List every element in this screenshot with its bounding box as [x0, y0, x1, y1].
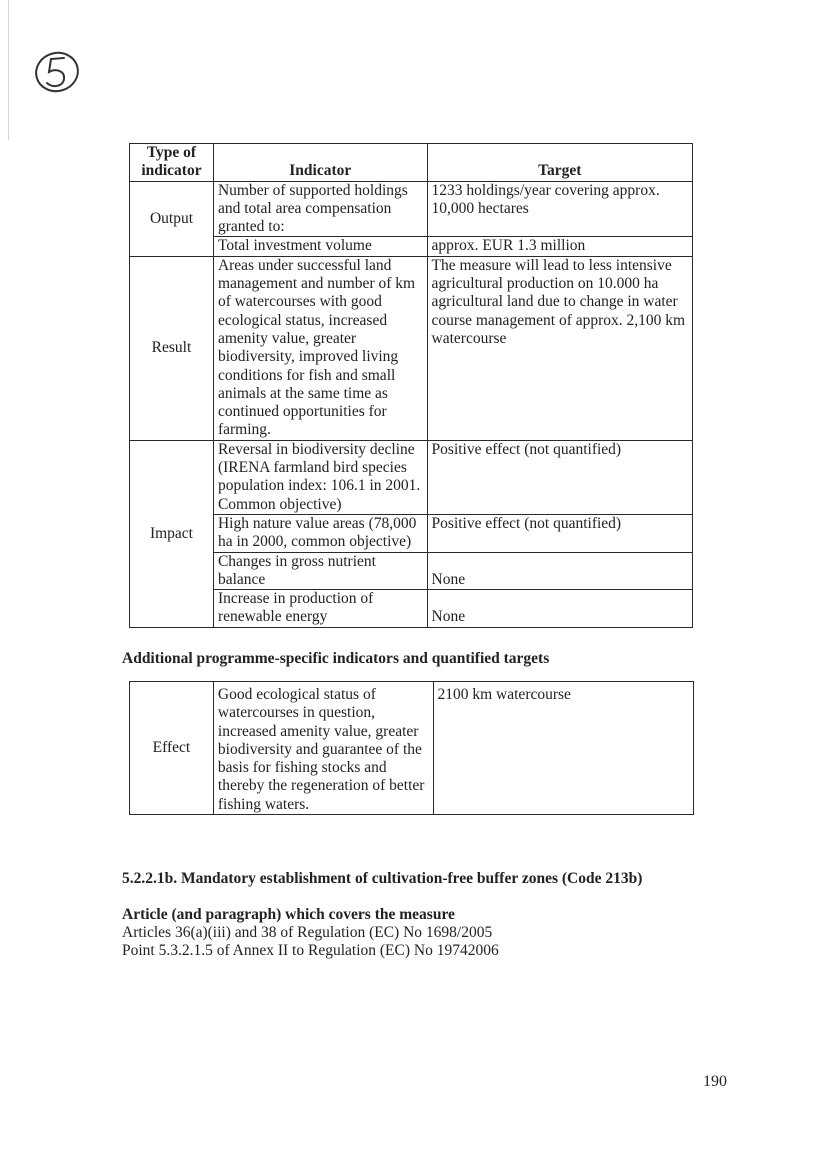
table-row	[130, 514, 693, 552]
indicator-cell: Areas under successful land management and number of km of watercourses with good ecological status, increased amenity value, greater biodiversity, improved living conditions for fish and small animals at the same time as continued opportunities for farming.	[213, 256, 427, 440]
header-type-of-indicator: Type of indicator	[130, 144, 214, 182]
additional-indicators-heading: Additional programme-specific indicators and quantified targets	[122, 650, 550, 667]
indicators-table	[129, 143, 693, 628]
additional-indicators-table	[129, 681, 694, 815]
indicator-cell: Total investment volume	[213, 237, 427, 256]
type-effect: Effect	[130, 682, 214, 815]
indicator-cell: Increase in production of renewable energy	[213, 590, 427, 628]
target-cell: approx. EUR 1.3 million	[427, 237, 692, 256]
indicator-cell: Reversal in biodiversity decline (IRENA farmland bird species population index: 106.1 in 2001. Common objective)	[213, 440, 427, 514]
handwritten-page-mark	[30, 42, 86, 98]
indicator-cell: Good ecological status of watercourses in question, increased amenity value, greater biodiversity and guarantee of the basis for fishing stocks and thereby the regeneration of better fishing waters.	[213, 682, 433, 815]
target-cell: None	[427, 590, 692, 628]
section-heading: 5.2.2.1b. Mandatory establishment of cultivation-free buffer zones (Code 213b)	[122, 870, 643, 887]
table-row	[130, 552, 693, 590]
target-cell: None	[427, 552, 692, 590]
table-row	[130, 181, 693, 237]
indicator-cell: Changes in gross nutrient balance	[213, 552, 427, 590]
target-cell: 1233 holdings/year covering approx. 10,000 hectares	[427, 181, 692, 237]
article-heading: Article (and paragraph) which covers the measure	[122, 906, 455, 923]
table-row	[130, 256, 693, 440]
indicator-cell: Number of supported holdings and total area compensation granted to:	[213, 181, 427, 237]
target-cell: The measure will lead to less intensive agricultural production on 10.000 ha agricultural land due to change in water course management of approx. 2,100 km watercourse	[427, 256, 692, 440]
table-row	[130, 590, 693, 628]
target-cell: 2100 km watercourse	[433, 682, 694, 815]
page-number: 190	[703, 1073, 727, 1090]
table-row	[130, 237, 693, 256]
article-line: Point 5.3.2.1.5 of Annex II to Regulation (EC) No 19742006	[122, 942, 499, 959]
type-impact: Impact	[130, 440, 214, 627]
type-result: Result	[130, 256, 214, 440]
type-output: Output	[130, 181, 214, 256]
indicator-cell: High nature value areas (78,000 ha in 2000, common objective)	[213, 514, 427, 552]
article-line: Articles 36(a)(iii) and 38 of Regulation (EC) No 1698/2005	[122, 924, 493, 941]
table-row	[130, 440, 693, 514]
header-indicator: Indicator	[213, 144, 427, 182]
target-cell: Positive effect (not quantified)	[427, 514, 692, 552]
table-row	[130, 682, 694, 815]
header-target: Target	[427, 144, 692, 182]
scan-edge-line	[8, 0, 9, 140]
target-cell: Positive effect (not quantified)	[427, 440, 692, 514]
table-header-row	[130, 144, 693, 182]
